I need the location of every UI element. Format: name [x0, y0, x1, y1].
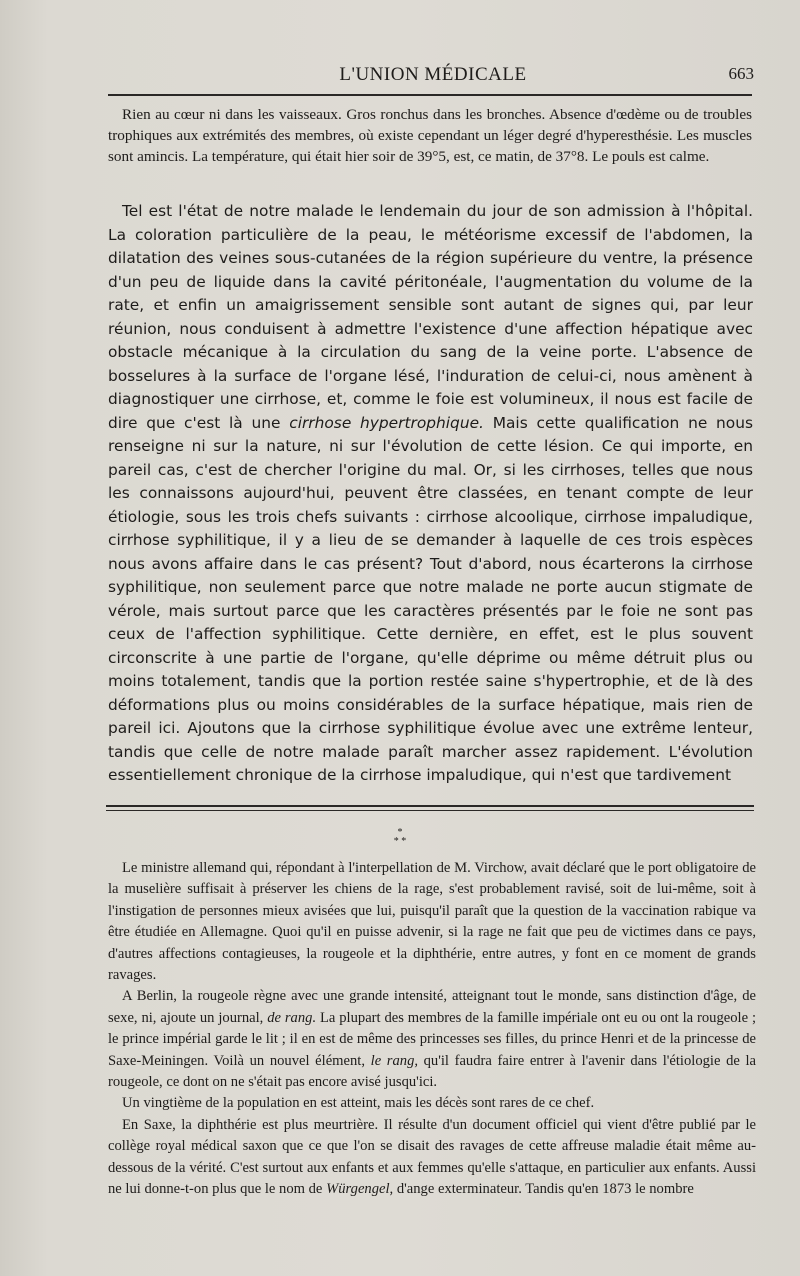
main-text-part1: Tel est l'état de notre malade le lendemain du jour de son admission à l'hôpital. La coloration particulière de la peau, le météorisme excessif de l'abdomen, la dilatation des veines sous-cutanées de la région supérieure du ventre, la présence d'un peu de liquide dans la cavité péritonéale, l'augmentation du volume de la rate, et enfin un amaigrissement sensible sont autant de signes qui, par leur réunion, nous conduisent à admettre l'existence d'une affection hépatique avec obstacle mécanique à la circulation du sang de la veine porte. L'absence de bosselures à la surface de l'organe lésé, l'induration de celui-ci, nous amènent à diagnostiquer une cirrhose, et, comme le foie est volumineux, il nous est facile de dire que c'est là une: [108, 202, 753, 432]
chronicle-paragraph-3: Un vingtième de la population en est atteint, mais les décès sont rares de ce chef.: [122, 1095, 595, 1112]
chronicle-p2-part-c: qu'il faudra faire entrer à l'avenir dans l'étiologie de la rougeole, ce dont on ne s'était pas encore avisé jusqu'ici.: [108, 1052, 756, 1091]
chronicle-p2-italic-1: de rang.: [267, 1009, 317, 1026]
chronicle-p2-part-b: La plupart des membres de la famille impériale ont eu ou ont la rougeole ; le prince impérial garde le lit ; il en est de même des princesses ses filles, du prince Henri et de la princesse de Saxe-Meiningen. Voilà un nouvel élément,: [108, 1009, 756, 1069]
main-text-part2: Mais cette qualification ne nous renseigne ni sur la nature, ni sur l'évolution de cette lésion. Ce qui importe, en pareil cas, c'est de chercher l'origine du mal. Or, si les cirrhoses, telles que nous les connaissons aujourd'hui, peuvent être classées, en tenant compte de leur étiologie, sous les trois chefs suivants : cirrhose alcoolique, cirrhose impaludique, cirrhose syphilitique, il y a lieu de se demander à laquelle de ces trois espèces nous avons affaire dans le cas présent? Tout d'abord, nous écarterons la cirrhose syphilitique, non seulement parce que notre malade ne porte aucun stigmate de vérole, mais surtout parce que les caractères présentés par le foie ne sont pas ceux de l'affection syphilitique. Cette dernière, en effet, est le plus souvent circonscrite à une partie de l'organe, qu'elle déprime ou même détruit plus ou moins totalement, tandis que la portion restée saine s'hypertrophie, et de là des déformations plus ou moins considérables de la surface hépatique, mais rien de pareil ici. Ajoutons que la cirrhose syphilitique évolue avec une extrême lenteur, tandis que celle de notre malade paraît marcher assez rapidement. L'évolution essentiellement chronique de la cirrhose impaludique, qui n'est que tardivement: [108, 413, 753, 784]
header-rule: [108, 94, 752, 96]
chronicle-p4-italic: Würgengel,: [326, 1181, 394, 1198]
chronicle-paragraph-4: [108, 1115, 756, 1201]
asterism-separator: [0, 828, 800, 846]
chronicle-p4-part-b: d'ange exterminateur. Tandis qu'en 1873 le nombre: [393, 1181, 694, 1198]
clinical-note-paragraph: Rien au cœur ni dans les vaisseaux. Gros ronchus dans les bronches. Absence d'œdème ou de troubles trophiques aux extrémités des membres, où existe cependant un léger degré d'hyperesthésie. Les muscles sont amincis. La température, qui était hier soir de 39°5, est, ce matin, de 37°8. Le pouls est calme.: [108, 106, 752, 165]
main-text-italic-term: cirrhose hypertrophique.: [289, 413, 484, 432]
chronicle-p2-italic-2: le rang,: [370, 1052, 419, 1069]
asterism-top: *: [397, 827, 403, 838]
chronicle-paragraph-2: [108, 986, 756, 1093]
running-title: L'UNION MÉDICALE: [339, 64, 527, 85]
main-paragraph: [108, 200, 753, 788]
page-number: 663: [728, 64, 754, 83]
chronicle-block: [108, 858, 756, 1201]
page-header: [108, 60, 758, 90]
section-rule-thick: [106, 805, 754, 807]
main-text-block: [108, 200, 753, 788]
chronicle-paragraph-1: Le ministre allemand qui, répondant à l'interpellation de M. Virchow, avait déclaré que le port obligatoire de la muselière suffisait à préserver les chiens de la rage, s'est probablement ravisé, soit de lui-même, soit à l'instigation de personnes mieux avisées que lui, puisqu'il paraît que la question de la vaccination rabique va être étudiée en Allemagne. Quoi qu'il en puisse advenir, si la rage ne fait que peu de victimes dans ce pays, d'autres affections contagieuses, la rougeole et la diphthérie, entre autres, y font en ce moment de grands ravages.: [108, 860, 756, 984]
clinical-note-block: [108, 104, 752, 167]
section-rule-thin: [106, 810, 754, 811]
chronicle-p2-part-a: A Berlin, la rougeole règne avec une grande intensité, atteignant tout le monde, sans distinction d'âge, de sexe, ni, ajoute un journal,: [108, 988, 756, 1026]
chronicle-p4-part-a: En Saxe, la diphthérie est plus meurtrière. Il résulte d'un document officiel qui vient d'être publié par le collège royal médical saxon que ce que l'on se disait des ravages de cette affreuse maladie était même au-dessous de la vérité. C'est surtout aux enfants et aux femmes qu'elle s'attaque, en particulier aux enfants. Aussi ne lui donne-t-on plus que le nom de: [108, 1116, 756, 1198]
asterism-bottom: * *: [393, 836, 407, 847]
